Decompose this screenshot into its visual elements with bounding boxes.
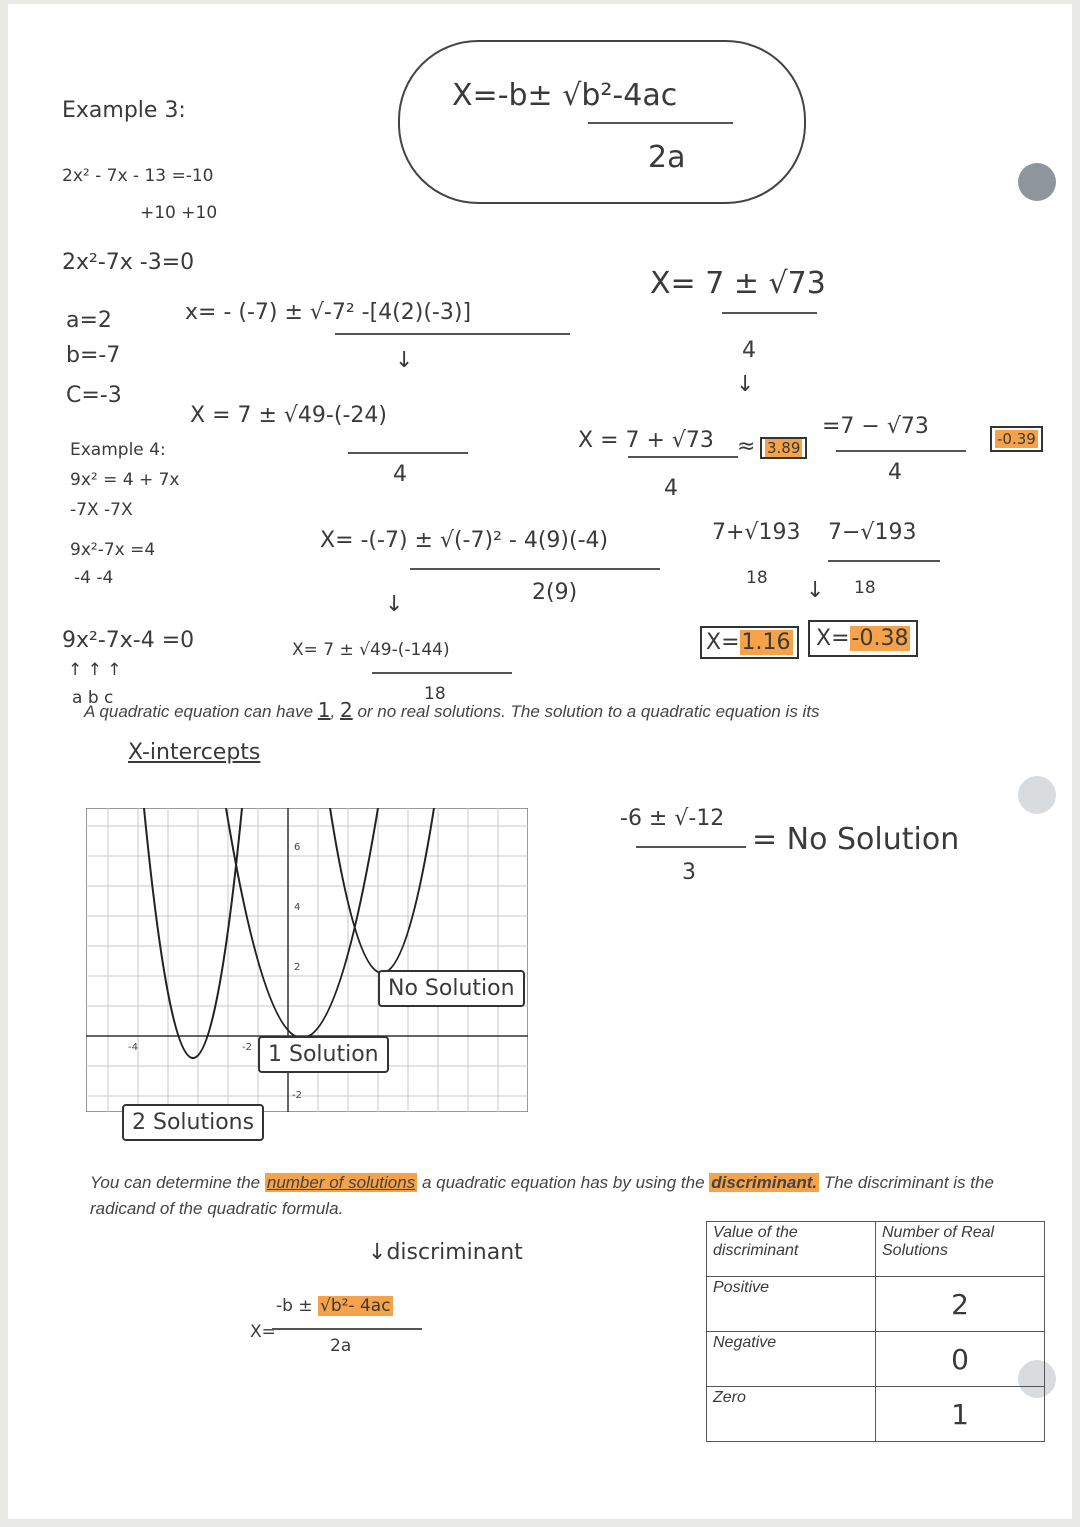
example3-step1-bar <box>335 333 570 335</box>
formula-denominator: 2a <box>648 140 686 175</box>
example3-step2-den: 4 <box>393 462 407 487</box>
x-tick: -2 <box>242 1042 252 1053</box>
example3-line2: +10 +10 <box>140 203 218 223</box>
example3-sol-plus-bar <box>628 456 738 458</box>
example3-step2-bar <box>348 452 468 454</box>
example4-arrows: ↑ ↑ ↑ <box>68 660 122 680</box>
example3-step2-num: X = 7 ± √49-(-24) <box>190 403 387 428</box>
example3-sol-plus-value <box>760 437 807 459</box>
example4-line3: 9x²-7x =4 <box>70 540 156 560</box>
example3-line3: 2x²-7x -3=0 <box>62 250 195 275</box>
example3-step3-den: 4 <box>742 338 756 363</box>
table-row <box>707 1387 1045 1442</box>
arrow-down: ↓ <box>368 1240 387 1265</box>
arrow-down: ↓ <box>736 372 755 397</box>
approx-sign: ≈ <box>737 434 756 459</box>
example3-sol-plus-den: 4 <box>664 476 678 501</box>
formula-fraction-bar <box>588 122 733 124</box>
discriminant-word: discriminant <box>386 1240 523 1265</box>
example3-sol-minus-value <box>990 426 1043 452</box>
discriminant-label <box>368 1240 523 1265</box>
arrow-down: ↓ <box>395 348 414 373</box>
table-cell-value: Negative <box>707 1332 876 1387</box>
example3-line1: 2x² - 7x - 13 =-10 <box>62 166 214 186</box>
solution-prefix: X= <box>816 626 850 651</box>
example4-line5: 9x²-7x-4 =0 <box>62 628 195 653</box>
label-one-solution: 1 Solution <box>258 1036 389 1073</box>
highlight: 3.89 <box>767 439 801 457</box>
table-header: Value of the discriminant <box>707 1222 876 1277</box>
label-no-solution: No Solution <box>378 970 525 1007</box>
example3-step1: x= - (-7) ± √-7² -[4(2)(-3)] <box>185 300 472 325</box>
highlight: √b²- 4ac <box>319 1296 391 1316</box>
example3-a: a=2 <box>66 308 112 333</box>
blank-1: 1 <box>317 698 331 722</box>
example3-b: b=-7 <box>66 343 121 368</box>
no-solution-bar <box>636 846 746 848</box>
solutions-sentence: A quadratic equation can have 1, 2 or no real solutions. The solution to a quadratic equation is its <box>84 698 820 722</box>
highlight: -0.38 <box>851 626 909 651</box>
formula-bottom-numerator <box>276 1296 393 1316</box>
label-two-solutions: 2 Solutions <box>122 1104 264 1141</box>
x-tick: -4 <box>128 1042 138 1053</box>
example4-solution-1 <box>700 626 799 659</box>
blank-3: X-intercepts <box>128 740 261 765</box>
arrow-down: ↓ <box>806 578 825 603</box>
y-tick: 2 <box>294 962 301 973</box>
sentence-pre: A quadratic equation can have <box>84 702 314 721</box>
example4-step1-num: X= -(-7) ± √(-7)² - 4(9)(-4) <box>320 528 609 553</box>
binder-hole <box>1018 163 1056 201</box>
y-tick: 4 <box>294 902 301 913</box>
example4-step1-den: 2(9) <box>532 580 578 605</box>
example3-sol-plus-num: X = 7 + √73 <box>578 428 714 453</box>
table-cell-count: 0 <box>876 1332 1045 1387</box>
sentence-post: or no real solutions. The solution to a quadratic equation is its <box>357 702 820 721</box>
example4-root-minus-num: 7−√193 <box>828 520 917 545</box>
table-header-row <box>707 1222 1045 1277</box>
table-row <box>707 1277 1045 1332</box>
no-solution-num: -6 ± √-12 <box>620 806 725 831</box>
example4-solution-2 <box>808 620 918 657</box>
binder-hole <box>1018 776 1056 814</box>
table-header: Number of Real Solutions <box>876 1222 1045 1277</box>
arrow-down: ↓ <box>385 592 404 617</box>
example3-label: Example 3: <box>62 98 186 123</box>
y-tick: 6 <box>294 842 301 853</box>
example4-line4: -4 -4 <box>74 568 114 588</box>
blank-2: 2 <box>339 698 353 722</box>
table-cell-count: 1 <box>876 1387 1045 1442</box>
formula-bottom-prefix: X= <box>250 1322 276 1342</box>
paragraph-part: a quadratic equation has by using the <box>421 1173 705 1192</box>
example4-label: Example 4: <box>70 440 166 460</box>
example4-line1: 9x² = 4 + 7x <box>70 470 180 490</box>
table-cell-value: Zero <box>707 1387 876 1442</box>
example3-step3-num: X= 7 ± √73 <box>650 266 826 301</box>
example3-sol-minus-bar <box>836 450 966 452</box>
example4-root-minus-den: 18 <box>854 578 876 598</box>
formula-bottom-den: 2a <box>330 1336 352 1356</box>
formula-numerator: X=-b± √b²-4ac <box>452 78 678 113</box>
table-cell-value: Positive <box>707 1277 876 1332</box>
table-row <box>707 1332 1045 1387</box>
highlight: 1.16 <box>741 630 791 655</box>
example4-root-plus-num: 7+√193 <box>712 520 801 545</box>
numerator-pre: -b ± <box>276 1296 313 1316</box>
highlight: number of solutions <box>266 1173 416 1192</box>
example4-step2-bar <box>372 672 512 674</box>
paragraph-part: The discriminant is the radicand of the quadratic formula. <box>90 1173 994 1218</box>
example4-root-minus-bar <box>828 560 940 562</box>
example4-step1-bar <box>410 568 660 570</box>
example3-sol-minus-num: =7 − √73 <box>822 414 929 439</box>
example4-abc: a b c <box>72 688 114 708</box>
discriminant-paragraph <box>90 1170 1020 1222</box>
table-cell-count: 2 <box>876 1277 1045 1332</box>
no-solution-den: 3 <box>682 860 696 885</box>
example4-line2: -7X -7X <box>70 500 133 520</box>
highlight: discriminant. <box>711 1173 818 1192</box>
solution-prefix: X= <box>706 630 740 655</box>
example3-step3-bar <box>722 312 817 314</box>
discriminant-table <box>706 1221 1045 1442</box>
paragraph-part: You can determine the <box>90 1173 261 1192</box>
example3-c: C=-3 <box>66 383 122 408</box>
formula-bottom-bar <box>272 1328 422 1330</box>
example4-root-plus-den: 18 <box>746 568 768 588</box>
highlight: -0.39 <box>997 430 1036 448</box>
y-tick: -2 <box>292 1090 302 1101</box>
example4-step2-den: 18 <box>424 684 446 704</box>
example4-step2-num: X= 7 ± √49-(-144) <box>292 640 450 660</box>
example3-sol-minus-den: 4 <box>888 460 902 485</box>
no-solution-result: = No Solution <box>752 822 960 857</box>
